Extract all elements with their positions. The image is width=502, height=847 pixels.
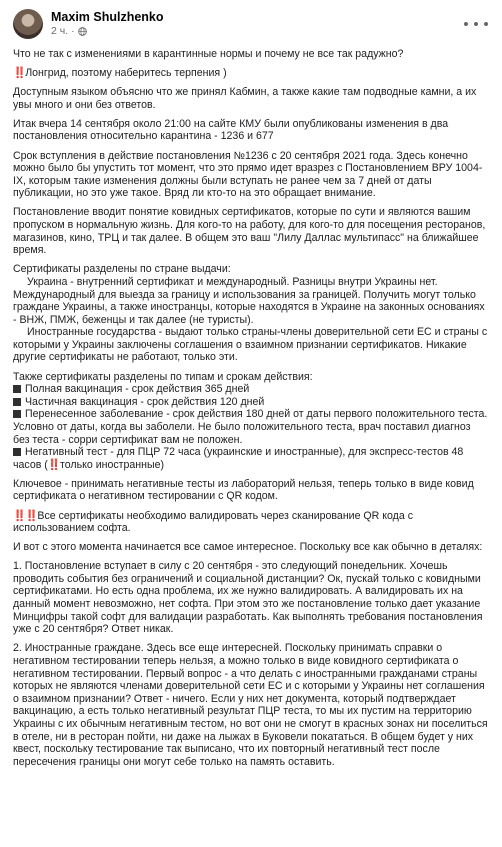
type-illness (13, 408, 488, 446)
foreign-text: Иностранные государства - выдают только страны-члены доверительной сети ЕС и страны с которыми у Украины заключены соглашения о взаимном признании сертификатов. Никакие другие сертификаты не работают, только эти. (13, 326, 488, 364)
paragraph-validate (13, 510, 488, 535)
double-exclamation-icon: ‼️ (13, 67, 26, 80)
post-meta (51, 10, 460, 38)
double-exclamation-icon: ‼️ (47, 458, 61, 471)
paragraph-longread (13, 67, 488, 80)
paragraph-certificates: Постановление вводит понятие ковидных сертификатов, которые по сути и являются вашим пропуском в нормальную жизнь. Для кого-то на работу, для кого-то для посещения ресторанов, магазинов, кино, ТРЦ и так далее. В общем это ваш "Лилу Даллас мультипасс" на ближайшее время. (13, 206, 486, 257)
by-country-ukraine (13, 276, 488, 326)
double-exclamation-icon: ‼️ (13, 509, 26, 522)
post-body (13, 48, 488, 768)
type-negative-tail: только иностранные (60, 458, 161, 471)
type-negative (13, 446, 488, 471)
globe-icon[interactable] (78, 27, 87, 36)
black-square-icon (13, 385, 21, 393)
paragraph-published: Итак вчера 14 сентября около 21:00 на сайте КМУ были опубликованы изменения в два постановления относительно карантина - 1236 и 677 (13, 117, 449, 143)
paragraph-details: И вот с этого момента начинается все самое интересное. Поскольку все как обычно в деталях: (13, 541, 483, 554)
paragraph-by-type (13, 371, 488, 472)
type-full (13, 383, 488, 396)
paragraph-key-point: Ключевое - принимать негативные тесты из лабораторий нельзя, теперь только в виде ковид сертификата о негативном тестировании с QR кодом. (13, 477, 474, 503)
validate-text: Все сертификаты необходимо валидировать через сканирование QR кода с использованием софта. (13, 509, 413, 535)
time-row (51, 25, 460, 38)
black-square-icon (13, 398, 21, 406)
author-name[interactable]: Maxim Shulzhenko (51, 10, 164, 24)
type-negative-text: Негативный тест - для ПЦР 72 часа (украинские и иностранные), для экспресс-тестов 48 часов ( (13, 446, 464, 471)
type-full-text: Полная вакцинация - срок действия 365 дней (25, 383, 250, 396)
black-square-icon (13, 410, 21, 418)
type-partial-text: Частичная вакцинация - срок действия 120 дней (25, 395, 265, 408)
type-negative-end: ) (160, 458, 165, 471)
paragraph-title: Что не так с изменениями в карантинные нормы и почему не все так радужно? (13, 48, 404, 60)
type-partial (13, 396, 488, 409)
post-header (13, 6, 488, 42)
paragraph-point-2: 2. Иностранные граждане. Здесь все еще интересней. Поскольку принимать справки о негативном тестировании теперь нельзя, а можно только в виде ковидного сертификата о негативном тестировании. Первый вопрос - а что делать с иностранными гражданами страны которых не являются членами доверительной сети ЕС и с которыми у Украины нет соглашения о взаимном признании? Ответ - ничего. Если у них нет документа, который подтверждает вакцинацию, а есть только негативный результат ПЦР теста, то мы их пустим на территорию Украины с их обычным негативным тестом, но вот они не смогут в красных зонах ни поселиться в отеле, ни в ресторан пойти, ни даже на лыжах в Буковели покататься. В общем будет у них квест, поскольку тестирование так выписано, что их повторный негативный тест после пересечения границы они могут себе только на память оставить. (13, 642, 488, 768)
black-square-icon (13, 448, 21, 456)
more-icon[interactable] (464, 17, 488, 31)
longread-text: Лонгрид, поэтому наберитесь терпения ) (25, 67, 227, 80)
ukraine-text: Украина - внутренний сертификат и международный. Разницы внутри Украины нет. Международный для выезда за границу и использования за границей. Получить могут только граждане Украины, а также иностранцы, которые находятся в Украине на законных основаниях - ВНЖ, ПМЖ, беженцы и так далее (не туристы). (13, 275, 485, 326)
paragraph-effective-date: Срок вступления в действие постановления №1236 с 20 сентября 2021 года. Здесь конечно можно было бы упустить тот момент, что это прямо идет вразрез с Постановлением ВРУ 1004-IX, которым такие изменения должны были вступать не ранее чем за 7 дней от даты публикации, но это уже такое. Вряд ли кто-то на это обращает внимание. (13, 149, 483, 200)
by-country-foreign (13, 326, 488, 364)
separator-dot: · (71, 25, 75, 37)
avatar[interactable] (13, 9, 43, 39)
paragraph-point-1: 1. Постановление вступает в силу с 20 сентября - это следующий понедельник. Хочешь проводить события без ограничений и социальной дистанции? Ок, пускай только с ковидными сертификатами. Но есть одна проблема, их же нужно валидировать. А валидировать их на данный момент невозможно, нет софта. При этом это же постановление только дает указание Минцифры такой софт для валидации разработать. Как выполнять требования постановления уже с 20 сентября? Ответ никак. (13, 560, 483, 636)
by-country-heading: Сертификаты разделены по стране выдачи: (13, 263, 231, 276)
double-exclamation-icon: ‼️ (25, 509, 38, 522)
paragraph-intro: Доступным языком объясню что же принял Кабмин, а также какие там подводные камни, а их увы много и они без ответов. (13, 86, 477, 111)
by-type-heading: Также сертификаты разделены по типам и срокам действия: (13, 370, 313, 383)
post-time[interactable]: 2 ч. (51, 25, 69, 37)
paragraph-by-country (13, 263, 488, 364)
type-illness-text: Перенесенное заболевание - срок действия 180 дней от даты первого положительного теста. Условно от даты, когда вы заболели. Не было положительного теста, врач поставил диагноз без теста - сорри сертификат вам не положен. (13, 408, 488, 446)
